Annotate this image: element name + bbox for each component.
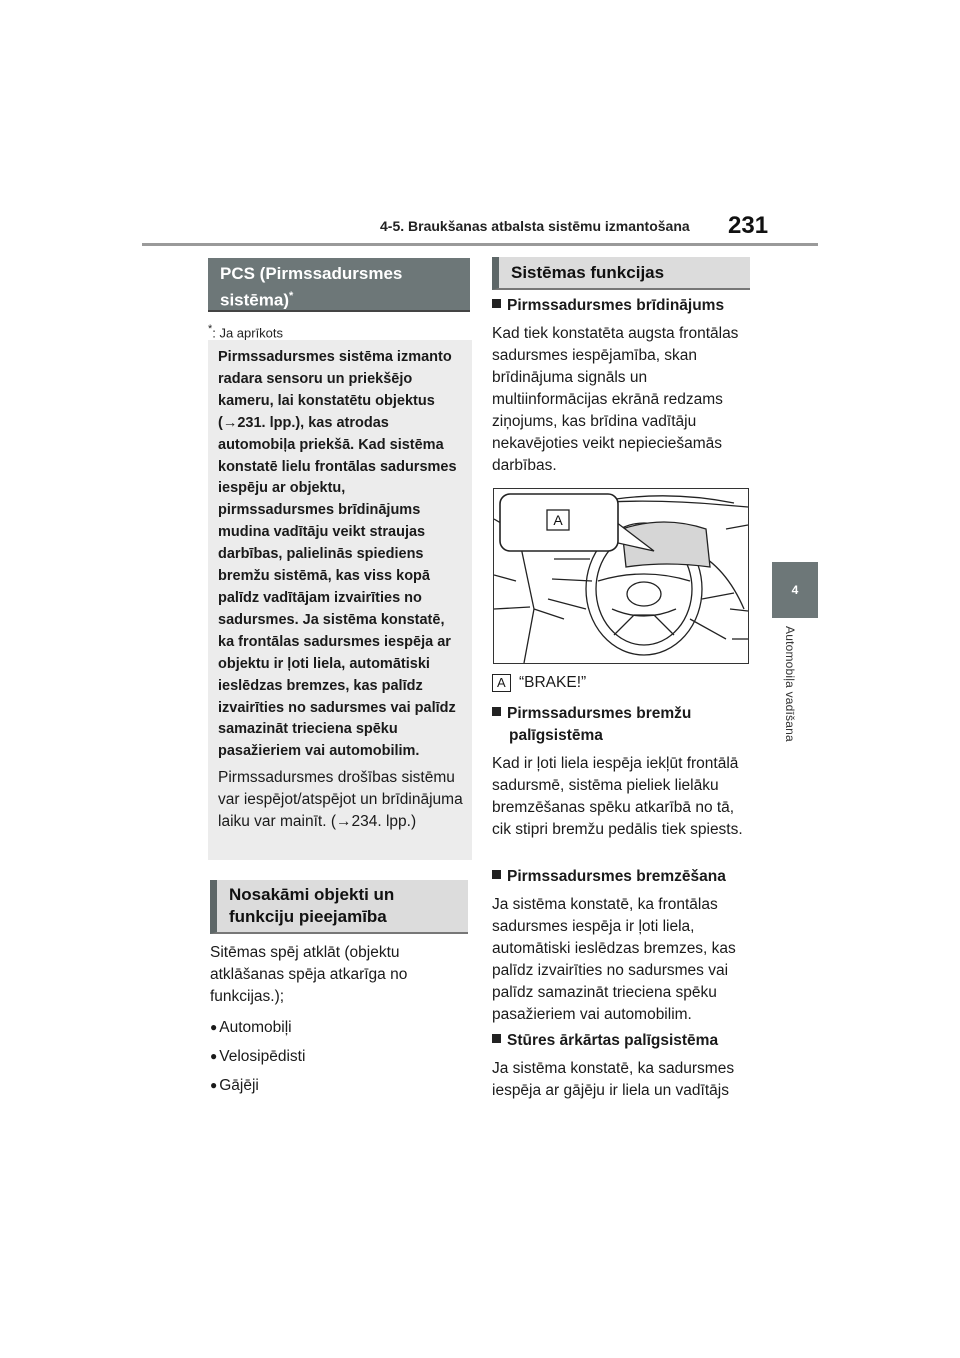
pcs-heading (208, 258, 470, 312)
square-bullet-icon (492, 1034, 501, 1043)
brake-assist-title: Pirmssadursmes bremžu palīgsistēma (492, 703, 754, 747)
bullet-icon: ● (210, 1049, 218, 1063)
functions-heading: Sistēmas funkcijas (492, 257, 750, 290)
callout-label: A (553, 512, 563, 528)
pcs-heading-text: PCS (Pirmssadursmes sistēma) (220, 264, 403, 310)
header-rule (142, 243, 818, 246)
page-number: 231 (728, 212, 769, 239)
brake-assist-text: Kad ir ļoti liela iespēja iekļūt frontālā sadursmē, sistēma pieliek lielāku bremzēšanas spēku atkarībā no tā, cik stipri bremžu pedālis tiek spiests. (492, 755, 743, 838)
steering-section (492, 1030, 754, 1102)
dashboard-figure (493, 488, 749, 664)
figure-caption (492, 672, 754, 694)
intro-normal-paragraph: Pirmssadursmes drošības sistēmu var iespējot/atspējot un brīdinājuma laiku var mainīt. (→234. lpp.) (218, 769, 463, 830)
dashboard-illustration (494, 489, 748, 663)
chapter-tab (772, 562, 818, 618)
square-bullet-icon (492, 299, 501, 308)
warning-text: Kad tiek konstatēta augsta frontālas sadursmes iespējamība, skan brīdinājuma signāls un multiinformācijas ekrānā redzams ziņojums, kas brīdina vadītāju nekavējoties veikt nepieciešamās darbības. (492, 325, 739, 474)
list-item: ● Gājēji (210, 1077, 259, 1094)
pcs-heading-mark: * (288, 290, 294, 302)
list-item: ● Velosipēdisti (210, 1048, 306, 1065)
objects-section (210, 942, 470, 1097)
objects-intro: Sitēmas spēj atklāt (objektu atklāšanas spēja atkarīga no funkcijas.); (210, 944, 408, 1005)
bullet-icon: ● (210, 1020, 218, 1034)
chapter-number: 4 (791, 583, 799, 597)
square-bullet-icon (492, 707, 501, 716)
bullet-icon: ● (210, 1078, 218, 1092)
list-item: ● Automobiļi (210, 1019, 292, 1036)
braking-title: Pirmssadursmes bremzēšana (492, 866, 754, 888)
footnote (208, 323, 283, 340)
braking-text: Ja sistēma konstatē, ka frontālas sadursmes iespēja ir ļoti liela, automātiski ieslēdzas bremzes, kas palīdz izvairīties no sadursmes vai palīdz samazināt trieciena spēku pasažieriem vai automobilim. (492, 896, 736, 1023)
section-title: 4-5. Braukšanas atbalsta sistēmu izmantošana (380, 218, 690, 234)
footnote-mark: * (208, 323, 213, 335)
brake-assist-section (492, 703, 754, 841)
steering-text: Ja sistēma konstatē, ka sadursmes iespēja ar gājēju ir liela un vadītājs (492, 1060, 735, 1099)
caption-label: A (492, 674, 511, 692)
objects-heading: Nosakāmi objekti un funkciju pieejamība (210, 880, 468, 934)
caption-text: “BRAKE!” (518, 674, 587, 691)
warning-title: Pirmssadursmes brīdinājums (492, 295, 754, 317)
footnote-text: : Ja aprīkots (212, 325, 284, 341)
braking-section (492, 866, 754, 1026)
chapter-title: Automobiļa vadīšana (783, 626, 797, 742)
steering-title: Stūres ārkārtas palīgsistēma (492, 1030, 754, 1052)
intro-bold-paragraph: Pirmssadursmes sistēma izmanto radara sensoru un priekšējo kameru, lai konstatētu objektus (→231. lpp.), kas atrodas automobiļa priekšā. Kad sistēma konstatē lielu frontālas sadursmes iespēju ar objektu, pirmssadursmes brīdinājums mudina vadītāju veikt straujas darbības, palielinās spiediens bremžu sistēmā, kas viss kopā palīdz vadītājam izvairīties no sadursmes. Ja sistēma konstatē, ka frontālas sadursmes iespēja ar objektu ir ļoti liela, automātiski ieslēdzas bremzes, kas palīdz izvairīties no sadursmes vai palīdz samazināt trieciena spēku pasažieriem vai automobilim. (218, 349, 457, 760)
warning-section (492, 295, 754, 477)
square-bullet-icon (492, 870, 501, 879)
